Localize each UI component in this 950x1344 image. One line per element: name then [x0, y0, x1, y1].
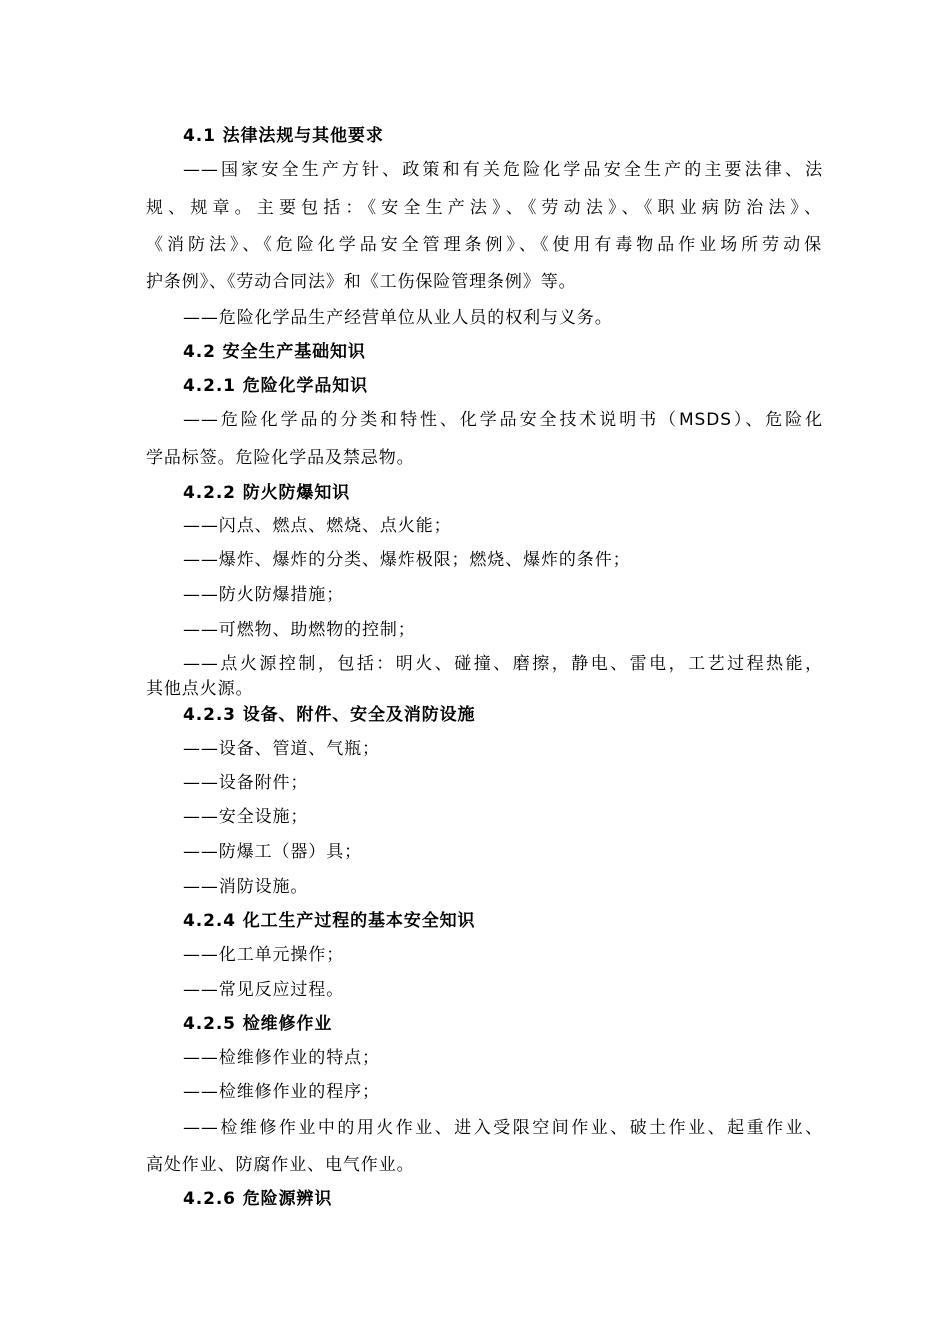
list-item: ——可燃物、助燃物的控制；: [183, 620, 416, 640]
list-item: ——检维修作业的特点；: [183, 1048, 380, 1068]
subsection-heading-4-2-2: 4.2.2 防火防爆知识: [183, 483, 351, 503]
list-item: ——防爆工（器）具；: [183, 842, 362, 862]
paragraph-line: ——国家安全生产方针、政策和有关危险化学品安全生产的主要法律、法: [183, 160, 823, 180]
subsection-heading-4-2-4: 4.2.4 化工生产过程的基本安全知识: [183, 911, 476, 931]
section-heading-4-2: 4.2 安全生产基础知识: [183, 342, 366, 362]
list-item: ——设备、管道、气瓶；: [183, 739, 380, 759]
list-item: ——常见反应过程。: [183, 980, 345, 1000]
list-item-continuation: 高处作业、防腐作业、电气作业。: [146, 1155, 415, 1175]
paragraph-line: ——危险化学品生产经营单位从业人员的权利与义务。: [183, 308, 613, 328]
section-heading-4-1: 4.1 法律法规与其他要求: [183, 126, 384, 146]
subsection-heading-4-2-3: 4.2.3 设备、附件、安全及消防设施: [183, 705, 476, 725]
subsection-heading-4-2-6: 4.2.6 危险源辨识: [183, 1189, 333, 1209]
paragraph-line: 《消防法》、《危险化学品安全管理条例》、《使用有毒物品作业场所劳动保: [146, 235, 822, 255]
list-item: ——防火防爆措施；: [183, 585, 345, 605]
list-item: ——闪点、燃点、燃烧、点火能；: [183, 516, 452, 536]
paragraph-line: 学品标签。危险化学品及禁忌物。: [146, 448, 415, 468]
subsection-heading-4-2-1: 4.2.1 危险化学品知识: [183, 376, 369, 396]
list-item: ——点火源控制，包括：明火、碰撞、磨擦，静电、雷电，工艺过程热能，: [183, 654, 823, 674]
list-item: ——爆炸、爆炸的分类、爆炸极限；燃烧、爆炸的条件；: [183, 550, 631, 570]
list-item: ——消防设施。: [183, 877, 309, 897]
list-item: ——检维修作业中的用火作业、进入受限空间作业、破土作业、起重作业、: [183, 1118, 823, 1138]
list-item: ——化工单元操作；: [183, 945, 345, 965]
list-item: ——设备附件；: [183, 773, 309, 793]
paragraph-line: ——危险化学品的分类和特性、化学品安全技术说明书（MSDS）、危险化: [183, 410, 823, 430]
list-item: ——检维修作业的程序；: [183, 1082, 380, 1102]
paragraph-line: 护条例》、《劳动合同法》和《工伤保险管理条例》等。: [146, 272, 577, 292]
subsection-heading-4-2-5: 4.2.5 检维修作业: [183, 1014, 333, 1034]
paragraph-line: 规、规章。主要包括：《安全生产法》、《劳动法》、《职业病防治法》、: [146, 198, 822, 218]
list-item: ——安全设施；: [183, 807, 309, 827]
list-item-continuation: 其他点火源。: [146, 679, 254, 699]
